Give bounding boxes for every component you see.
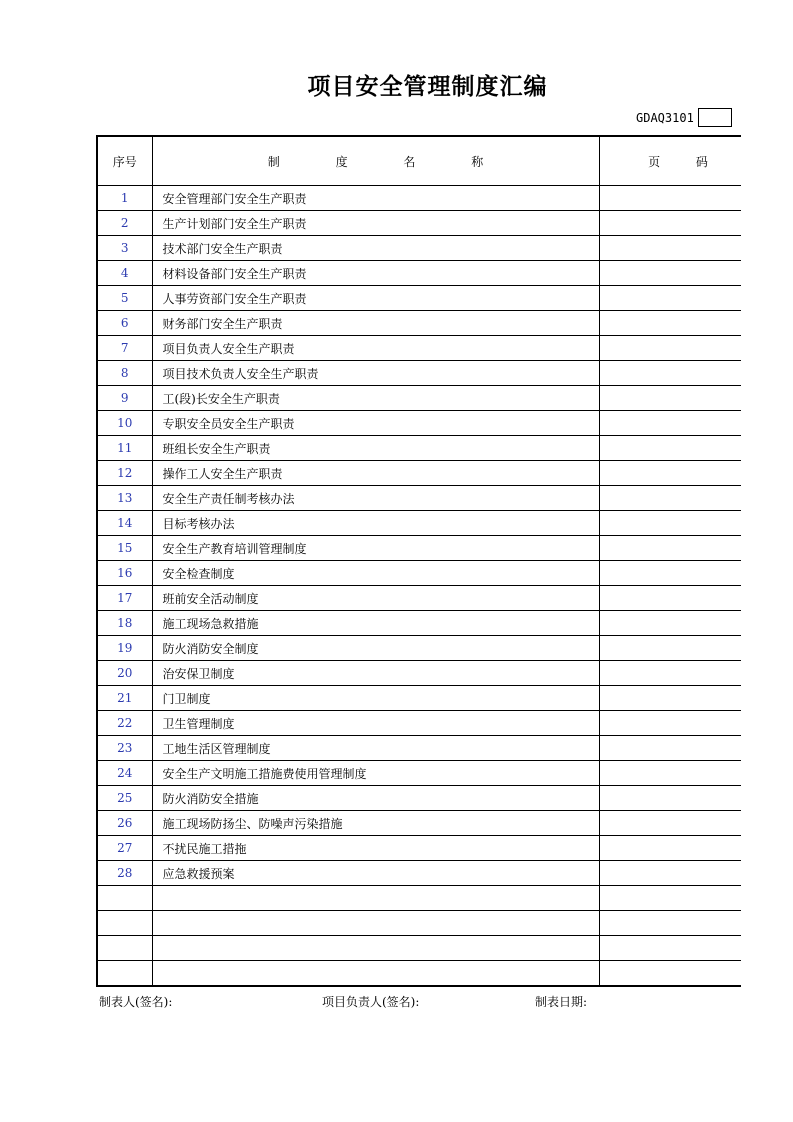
row-regulation-name[interactable]: 人事劳资部门安全生产职责	[152, 286, 599, 311]
table-row	[97, 711, 757, 736]
row-number[interactable]: 2	[97, 211, 152, 236]
table-row	[97, 261, 757, 286]
row-page-number[interactable]	[599, 211, 757, 236]
page-edge-clip	[741, 0, 793, 1122]
row-number[interactable]: 18	[97, 611, 152, 636]
row-number[interactable]: 1	[97, 186, 152, 211]
row-page-number[interactable]	[599, 611, 757, 636]
row-regulation-name[interactable]: 安全生产责任制考核办法	[152, 486, 599, 511]
row-page-number[interactable]	[599, 286, 757, 311]
table-row	[97, 336, 757, 361]
row-regulation-name[interactable]: 班前安全活动制度	[152, 586, 599, 611]
table-row	[97, 211, 757, 236]
row-regulation-name[interactable]: 治安保卫制度	[152, 661, 599, 686]
row-page-number[interactable]	[599, 186, 757, 211]
row-page-number[interactable]	[599, 961, 757, 987]
row-regulation-name[interactable]: 安全管理部门安全生产职责	[152, 186, 599, 211]
row-regulation-name[interactable]: 目标考核办法	[152, 511, 599, 536]
row-regulation-name[interactable]: 工地生活区管理制度	[152, 736, 599, 761]
table-row	[97, 511, 757, 536]
row-regulation-name[interactable]: 技术部门安全生产职责	[152, 236, 599, 261]
row-number[interactable]: 21	[97, 686, 152, 711]
row-regulation-name[interactable]: 门卫制度	[152, 686, 599, 711]
table-row	[97, 661, 757, 686]
row-regulation-name[interactable]: 财务部门安全生产职责	[152, 311, 599, 336]
row-number[interactable]: 13	[97, 486, 152, 511]
row-number[interactable]: 20	[97, 661, 152, 686]
row-regulation-name[interactable]: 防火消防安全制度	[152, 636, 599, 661]
row-regulation-name[interactable]: 施工现场防扬尘、防噪声污染措施	[152, 811, 599, 836]
table-row	[97, 811, 757, 836]
row-regulation-name[interactable]	[152, 911, 599, 936]
row-page-number[interactable]	[599, 636, 757, 661]
row-number[interactable]: 19	[97, 636, 152, 661]
row-page-number[interactable]	[599, 411, 757, 436]
table-row	[97, 636, 757, 661]
regulations-table	[96, 135, 758, 987]
table-row	[97, 886, 757, 911]
table-row	[97, 861, 757, 886]
table-row	[97, 761, 757, 786]
row-regulation-name[interactable]: 材料设备部门安全生产职责	[152, 261, 599, 286]
row-number[interactable]: 27	[97, 836, 152, 861]
table-row	[97, 611, 757, 636]
row-page-number[interactable]	[599, 761, 757, 786]
row-page-number[interactable]	[599, 436, 757, 461]
row-number[interactable]: 11	[97, 436, 152, 461]
row-number[interactable]: 15	[97, 536, 152, 561]
row-number[interactable]: 16	[97, 561, 152, 586]
project-lead-signature-label: 项目负责人(签名):	[322, 995, 420, 1009]
row-number[interactable]: 22	[97, 711, 152, 736]
row-number[interactable]	[97, 936, 152, 961]
row-regulation-name[interactable]: 防火消防安全措施	[152, 786, 599, 811]
row-number[interactable]: 14	[97, 511, 152, 536]
row-number[interactable]: 4	[97, 261, 152, 286]
row-regulation-name[interactable]: 项目负责人安全生产职责	[152, 336, 599, 361]
table-row	[97, 236, 757, 261]
header-name-label: 制 度 名 称	[267, 154, 510, 169]
row-number[interactable]: 12	[97, 461, 152, 486]
doc-code-box[interactable]	[698, 108, 732, 127]
row-number[interactable]: 25	[97, 786, 152, 811]
row-page-number[interactable]	[599, 561, 757, 586]
table-row	[97, 936, 757, 961]
row-number[interactable]: 8	[97, 361, 152, 386]
row-regulation-name[interactable]: 安全生产文明施工措施费使用管理制度	[152, 761, 599, 786]
table-row	[97, 361, 757, 386]
table-row	[97, 586, 757, 611]
row-regulation-name[interactable]	[152, 936, 599, 961]
row-page-number[interactable]	[599, 911, 757, 936]
row-page-number[interactable]	[599, 336, 757, 361]
row-page-number[interactable]	[599, 361, 757, 386]
row-page-number[interactable]	[599, 536, 757, 561]
row-regulation-name[interactable]: 工(段)长安全生产职责	[152, 386, 599, 411]
table-row	[97, 536, 757, 561]
row-number[interactable]: 10	[97, 411, 152, 436]
table-row	[97, 286, 757, 311]
row-page-number[interactable]	[599, 861, 757, 886]
page-title: 项目安全管理制度汇编	[307, 74, 548, 100]
table-row	[97, 186, 757, 211]
table-row	[97, 436, 757, 461]
table-row	[97, 486, 757, 511]
row-number[interactable]: 3	[97, 236, 152, 261]
header-name	[152, 136, 599, 186]
row-regulation-name[interactable]: 卫生管理制度	[152, 711, 599, 736]
row-page-number[interactable]	[599, 736, 757, 761]
row-page-number[interactable]	[599, 261, 757, 286]
preparer-signature-label: 制表人(签名):	[99, 995, 173, 1009]
doc-code: GDAQ3101	[636, 110, 694, 125]
row-regulation-name[interactable]: 班组长安全生产职责	[152, 436, 599, 461]
row-page-number[interactable]	[599, 811, 757, 836]
table-row	[97, 461, 757, 486]
row-page-number[interactable]	[599, 386, 757, 411]
row-page-number[interactable]	[599, 486, 757, 511]
table-header-row	[97, 136, 757, 186]
row-number[interactable]: 9	[97, 386, 152, 411]
row-regulation-name[interactable]: 项目技术负责人安全生产职责	[152, 361, 599, 386]
header-page-label: 页 码	[648, 154, 724, 169]
doc-code-area	[636, 107, 732, 128]
table-row	[97, 411, 757, 436]
table-row	[97, 311, 757, 336]
row-page-number[interactable]	[599, 786, 757, 811]
table-row	[97, 686, 757, 711]
row-regulation-name[interactable]: 生产计划部门安全生产职责	[152, 211, 599, 236]
row-number[interactable]: 24	[97, 761, 152, 786]
row-regulation-name[interactable]	[152, 961, 599, 987]
row-number[interactable]: 23	[97, 736, 152, 761]
row-page-number[interactable]	[599, 311, 757, 336]
row-page-number[interactable]	[599, 711, 757, 736]
row-regulation-name[interactable]: 不扰民施工措拖	[152, 836, 599, 861]
date-label: 制表日期:	[535, 995, 588, 1009]
table-row	[97, 561, 757, 586]
row-number[interactable]: 5	[97, 286, 152, 311]
row-regulation-name[interactable]	[152, 886, 599, 911]
header-num: 序号	[97, 136, 152, 186]
row-regulation-name[interactable]: 应急救援预案	[152, 861, 599, 886]
row-page-number[interactable]	[599, 661, 757, 686]
header-page	[599, 136, 757, 186]
row-number[interactable]	[97, 911, 152, 936]
row-regulation-name[interactable]: 操作工人安全生产职责	[152, 461, 599, 486]
table-row	[97, 786, 757, 811]
row-regulation-name[interactable]: 安全生产教育培训管理制度	[152, 536, 599, 561]
row-number[interactable]: 7	[97, 336, 152, 361]
table-row	[97, 736, 757, 761]
row-page-number[interactable]	[599, 686, 757, 711]
table-row	[97, 836, 757, 861]
row-page-number[interactable]	[599, 236, 757, 261]
row-number[interactable]: 26	[97, 811, 152, 836]
row-page-number[interactable]	[599, 936, 757, 961]
row-number[interactable]	[97, 961, 152, 987]
row-regulation-name[interactable]: 专职安全员安全生产职责	[152, 411, 599, 436]
row-page-number[interactable]	[599, 461, 757, 486]
row-page-number[interactable]	[599, 836, 757, 861]
table-row	[97, 961, 757, 987]
table-row	[97, 386, 757, 411]
row-page-number[interactable]	[599, 886, 757, 911]
row-number[interactable]: 28	[97, 861, 152, 886]
table-row	[97, 911, 757, 936]
row-number[interactable]	[97, 886, 152, 911]
row-number[interactable]: 17	[97, 586, 152, 611]
row-regulation-name[interactable]: 安全检查制度	[152, 561, 599, 586]
row-regulation-name[interactable]: 施工现场急救措施	[152, 611, 599, 636]
row-page-number[interactable]	[599, 586, 757, 611]
row-page-number[interactable]	[599, 511, 757, 536]
row-number[interactable]: 6	[97, 311, 152, 336]
